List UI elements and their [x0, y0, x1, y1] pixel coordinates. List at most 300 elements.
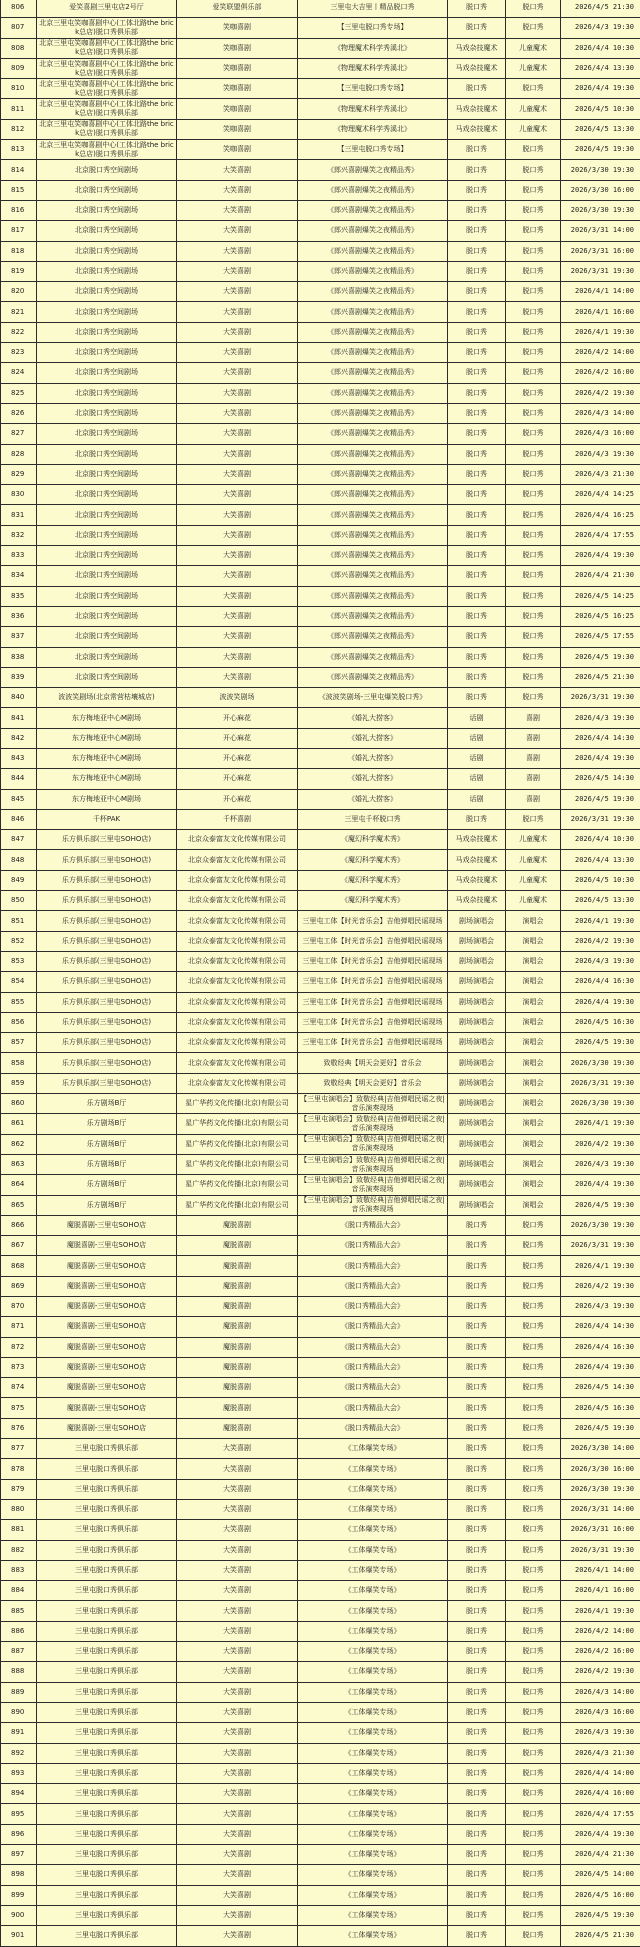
show-title-cell: 《郎兴喜剧爆笑之夜精品秀》 [298, 322, 448, 342]
category-cell: 脱口秀 [448, 647, 506, 667]
table-row [1, 1337, 640, 1357]
venue-cell: 东方梅地亚中心M剧场 [37, 728, 177, 748]
venue-cell: 北京三里屯笑咖喜剧中心(工体北路the brick总店)脱口秀俱乐部 [37, 140, 177, 160]
row-number-cell: 834 [1, 566, 37, 586]
show-title-cell: 《婚礼大捞客》 [298, 748, 448, 768]
show-title-cell: 《魔幻科学魔术秀》 [298, 870, 448, 890]
row-number-cell: 880 [1, 1499, 37, 1519]
organizer-cell: 开心麻花 [177, 728, 298, 748]
table-row [1, 180, 640, 200]
organizer-cell: 大笑喜剧 [177, 221, 298, 241]
category-cell: 脱口秀 [448, 160, 506, 180]
subcategory-cell: 脱口秀 [506, 809, 561, 829]
table-row [1, 363, 640, 383]
row-number-cell: 860 [1, 1094, 37, 1114]
organizer-cell: 大笑喜剧 [177, 424, 298, 444]
datetime-cell: 2026/4/4 16:00 [561, 1784, 640, 1804]
venue-cell: 北京三里屯笑咖喜剧中心(工体北路the brick总店)脱口秀俱乐部 [37, 79, 177, 99]
category-cell: 脱口秀 [448, 1621, 506, 1641]
datetime-cell: 2026/4/3 16:00 [561, 424, 640, 444]
table-row [1, 0, 640, 18]
show-title-cell: 《郎兴喜剧爆笑之夜精品秀》 [298, 546, 448, 566]
subcategory-cell: 脱口秀 [506, 1702, 561, 1722]
table-row [1, 972, 640, 992]
show-title-cell: 《郎兴喜剧爆笑之夜精品秀》 [298, 363, 448, 383]
venue-cell: 三里屯脱口秀俱乐部 [37, 1804, 177, 1824]
table-row [1, 1094, 640, 1114]
show-title-cell: 《郎兴喜剧爆笑之夜精品秀》 [298, 647, 448, 667]
show-title-cell: 【三里屯脱口秀专场】 [298, 79, 448, 99]
category-cell: 脱口秀 [448, 241, 506, 261]
row-number-cell: 900 [1, 1905, 37, 1925]
datetime-cell: 2026/4/4 19:30 [561, 992, 640, 1012]
row-number-cell: 868 [1, 1256, 37, 1276]
organizer-cell: 大笑喜剧 [177, 1540, 298, 1560]
table-row [1, 322, 640, 342]
row-number-cell: 849 [1, 870, 37, 890]
row-number-cell: 867 [1, 1236, 37, 1256]
subcategory-cell: 儿童魔术 [506, 870, 561, 890]
row-number-cell: 826 [1, 403, 37, 423]
datetime-cell: 2026/4/3 14:00 [561, 403, 640, 423]
subcategory-cell: 脱口秀 [506, 1276, 561, 1296]
subcategory-cell: 脱口秀 [506, 1662, 561, 1682]
datetime-cell: 2026/4/4 17:55 [561, 525, 640, 545]
datetime-cell: 2026/4/4 19:30 [561, 1824, 640, 1844]
show-title-cell: 三里屯工体【时光音乐会】吉他弹唱民谣现场 [298, 1012, 448, 1032]
organizer-cell: 大笑喜剧 [177, 302, 298, 322]
venue-cell: 三里屯脱口秀俱乐部 [37, 1845, 177, 1865]
show-title-cell: 三里屯大吉里丨精品脱口秀 [298, 0, 448, 18]
datetime-cell: 2026/4/5 19:30 [561, 1195, 640, 1215]
datetime-cell: 2026/3/31 19:30 [561, 261, 640, 281]
row-number-cell: 899 [1, 1885, 37, 1905]
row-number-cell: 824 [1, 363, 37, 383]
subcategory-cell: 脱口秀 [506, 1926, 561, 1946]
datetime-cell: 2026/4/4 21:30 [561, 1845, 640, 1865]
table-row [1, 769, 640, 789]
venue-cell: 北京脱口秀空间剧场 [37, 667, 177, 687]
datetime-cell: 2026/3/30 19:30 [561, 160, 640, 180]
row-number-cell: 882 [1, 1540, 37, 1560]
datetime-cell: 2026/4/5 16:00 [561, 1885, 640, 1905]
venue-cell: 波波笑剧场(北京常营枯壤城店) [37, 688, 177, 708]
category-cell: 脱口秀 [448, 1357, 506, 1377]
datetime-cell: 2026/3/31 16:00 [561, 1520, 640, 1540]
organizer-cell: 大笑喜剧 [177, 1459, 298, 1479]
category-cell: 脱口秀 [448, 322, 506, 342]
organizer-cell: 星广华药文化传播(北京)有限公司 [177, 1134, 298, 1154]
organizer-cell: 大笑喜剧 [177, 1723, 298, 1743]
table-row [1, 891, 640, 911]
datetime-cell: 2026/4/3 19:30 [561, 444, 640, 464]
venue-cell: 东方梅地亚中心M剧场 [37, 708, 177, 728]
venue-cell: 三里屯脱口秀俱乐部 [37, 1865, 177, 1885]
venue-cell: 乐方剧场B厅 [37, 1195, 177, 1215]
category-cell: 话剧 [448, 728, 506, 748]
subcategory-cell: 脱口秀 [506, 79, 561, 99]
organizer-cell: 大笑喜剧 [177, 363, 298, 383]
venue-cell: 北京脱口秀空间剧场 [37, 627, 177, 647]
subcategory-cell: 喜剧 [506, 789, 561, 809]
venue-cell: 北京脱口秀空间剧场 [37, 424, 177, 444]
table-row [1, 1845, 640, 1865]
row-number-cell: 872 [1, 1337, 37, 1357]
datetime-cell: 2026/4/5 14:00 [561, 1865, 640, 1885]
organizer-cell: 大笑喜剧 [177, 1682, 298, 1702]
venue-cell: 乐方俱乐部(三里屯SOHO店) [37, 1012, 177, 1032]
venue-cell: 三里屯脱口秀俱乐部 [37, 1682, 177, 1702]
venue-cell: 北京三里屯笑咖喜剧中心(工体北路the brick总店)脱口秀俱乐部 [37, 18, 177, 38]
venue-cell: 北京三里屯笑咖喜剧中心(工体北路the brick总店)脱口秀俱乐部 [37, 38, 177, 58]
table-row [1, 1905, 640, 1925]
datetime-cell: 2026/4/4 17:55 [561, 1804, 640, 1824]
datetime-cell: 2026/4/5 14:25 [561, 586, 640, 606]
category-cell: 脱口秀 [448, 1520, 506, 1540]
datetime-cell: 2026/4/3 19:30 [561, 1723, 640, 1743]
show-title-cell: 《脱口秀精品大会》 [298, 1398, 448, 1418]
row-number-cell: 832 [1, 525, 37, 545]
venue-cell: 乐方俱乐部(三里屯SOHO店) [37, 992, 177, 1012]
datetime-cell: 2026/4/3 14:00 [561, 1682, 640, 1702]
venue-cell: 北京脱口秀空间剧场 [37, 485, 177, 505]
table-row [1, 789, 640, 809]
row-number-cell: 807 [1, 18, 37, 38]
category-cell: 话剧 [448, 748, 506, 768]
show-title-cell: 《脱口秀精品大会》 [298, 1337, 448, 1357]
subcategory-cell: 脱口秀 [506, 505, 561, 525]
table-row [1, 241, 640, 261]
table-row [1, 647, 640, 667]
row-number-cell: 806 [1, 0, 37, 18]
category-cell: 剧场演唱会 [448, 1033, 506, 1053]
category-cell: 脱口秀 [448, 18, 506, 38]
datetime-cell: 2026/4/4 10:30 [561, 38, 640, 58]
venue-cell: 三里屯脱口秀俱乐部 [37, 1642, 177, 1662]
show-title-cell: 《郎兴喜剧爆笑之夜精品秀》 [298, 282, 448, 302]
row-number-cell: 811 [1, 99, 37, 119]
venue-cell: 三里屯脱口秀俱乐部 [37, 1784, 177, 1804]
show-title-cell: 三里屯工体【时光音乐会】吉他弹唱民谣现场 [298, 951, 448, 971]
show-title-cell: 三里屯千杯脱口秀 [298, 809, 448, 829]
subcategory-cell: 儿童魔术 [506, 830, 561, 850]
table-row [1, 627, 640, 647]
table-row [1, 1499, 640, 1519]
venue-cell: 北京脱口秀空间剧场 [37, 180, 177, 200]
row-number-cell: 866 [1, 1215, 37, 1235]
schedule-rows [1, 0, 640, 1946]
show-title-cell: 《物理魔术科学秀溪北》 [298, 38, 448, 58]
venue-cell: 北京脱口秀空间剧场 [37, 241, 177, 261]
row-number-cell: 838 [1, 647, 37, 667]
organizer-cell: 北京众泰富友文化传媒有限公司 [177, 891, 298, 911]
datetime-cell: 2026/3/30 19:30 [561, 1479, 640, 1499]
category-cell: 脱口秀 [448, 180, 506, 200]
venue-cell: 乐方俱乐部(三里屯SOHO店) [37, 1053, 177, 1073]
organizer-cell: 大笑喜剧 [177, 1560, 298, 1580]
category-cell: 马戏杂技魔术 [448, 870, 506, 890]
subcategory-cell: 演唱会 [506, 1033, 561, 1053]
show-title-cell: 致敬经典【明天会更好】音乐会 [298, 1073, 448, 1093]
show-title-cell: 【三里屯脱口秀专场】 [298, 18, 448, 38]
category-cell: 脱口秀 [448, 79, 506, 99]
subcategory-cell: 脱口秀 [506, 302, 561, 322]
show-title-cell: 《魔幻科学魔术秀》 [298, 830, 448, 850]
datetime-cell: 2026/3/31 19:30 [561, 1540, 640, 1560]
row-number-cell: 851 [1, 911, 37, 931]
datetime-cell: 2026/4/5 16:25 [561, 606, 640, 626]
row-number-cell: 857 [1, 1033, 37, 1053]
category-cell: 脱口秀 [448, 444, 506, 464]
category-cell: 脱口秀 [448, 200, 506, 220]
organizer-cell: 魔脱喜剧 [177, 1236, 298, 1256]
organizer-cell: 北京众泰富友文化传媒有限公司 [177, 992, 298, 1012]
organizer-cell: 大笑喜剧 [177, 667, 298, 687]
datetime-cell: 2026/4/5 16:30 [561, 1398, 640, 1418]
organizer-cell: 波波笑剧场 [177, 688, 298, 708]
show-title-cell: 《脱口秀精品大会》 [298, 1418, 448, 1438]
subcategory-cell: 脱口秀 [506, 221, 561, 241]
table-row [1, 667, 640, 687]
row-number-cell: 859 [1, 1073, 37, 1093]
category-cell: 脱口秀 [448, 1418, 506, 1438]
organizer-cell: 大笑喜剧 [177, 546, 298, 566]
subcategory-cell: 演唱会 [506, 992, 561, 1012]
table-row [1, 1560, 640, 1580]
table-row [1, 850, 640, 870]
subcategory-cell: 演唱会 [506, 1134, 561, 1154]
row-number-cell: 819 [1, 261, 37, 281]
subcategory-cell: 脱口秀 [506, 1378, 561, 1398]
show-title-cell: 《工体爆笑专场》 [298, 1784, 448, 1804]
subcategory-cell: 脱口秀 [506, 1215, 561, 1235]
subcategory-cell: 脱口秀 [506, 363, 561, 383]
datetime-cell: 2026/3/30 19:30 [561, 1094, 640, 1114]
table-row [1, 38, 640, 58]
table-row [1, 1317, 640, 1337]
organizer-cell: 大笑喜剧 [177, 1763, 298, 1783]
venue-cell: 东方梅地亚中心M剧场 [37, 789, 177, 809]
show-title-cell: 《工体爆笑专场》 [298, 1662, 448, 1682]
show-title-cell: 《物理魔术科学秀溪北》 [298, 119, 448, 139]
organizer-cell: 大笑喜剧 [177, 1499, 298, 1519]
show-title-cell: 《郎兴喜剧爆笑之夜精品秀》 [298, 627, 448, 647]
table-row [1, 1702, 640, 1722]
subcategory-cell: 脱口秀 [506, 200, 561, 220]
table-row [1, 1215, 640, 1235]
category-cell: 脱口秀 [448, 424, 506, 444]
venue-cell: 东方梅地亚中心M剧场 [37, 769, 177, 789]
organizer-cell: 魔脱喜剧 [177, 1398, 298, 1418]
venue-cell: 乐方俱乐部(三里屯SOHO店) [37, 870, 177, 890]
organizer-cell: 魔脱喜剧 [177, 1317, 298, 1337]
show-title-cell: 【三里屯演唱会】致敬经典|吉他弹唱民谣之夜|音乐演奏现场 [298, 1114, 448, 1134]
datetime-cell: 2026/4/4 13:30 [561, 58, 640, 78]
table-row [1, 1256, 640, 1276]
organizer-cell: 千杯喜剧 [177, 809, 298, 829]
row-number-cell: 862 [1, 1134, 37, 1154]
subcategory-cell: 脱口秀 [506, 1763, 561, 1783]
row-number-cell: 895 [1, 1804, 37, 1824]
show-title-cell: 【三里屯演唱会】致敬经典|吉他弹唱民谣之夜|音乐演奏现场 [298, 1094, 448, 1114]
show-title-cell: 《工体爆笑专场》 [298, 1479, 448, 1499]
subcategory-cell: 脱口秀 [506, 525, 561, 545]
datetime-cell: 2026/3/31 19:30 [561, 688, 640, 708]
category-cell: 剧场演唱会 [448, 951, 506, 971]
venue-cell: 三里屯脱口秀俱乐部 [37, 1662, 177, 1682]
datetime-cell: 2026/3/31 14:00 [561, 1499, 640, 1519]
show-title-cell: 《工体爆笑专场》 [298, 1642, 448, 1662]
venue-cell: 魔脱喜剧-三里屯SOHO店 [37, 1256, 177, 1276]
show-title-cell: 《郎兴喜剧爆笑之夜精品秀》 [298, 606, 448, 626]
datetime-cell: 2026/4/3 19:30 [561, 708, 640, 728]
category-cell: 剧场演唱会 [448, 972, 506, 992]
datetime-cell: 2026/4/5 19:30 [561, 1418, 640, 1438]
table-row [1, 261, 640, 281]
datetime-cell: 2026/4/4 16:25 [561, 505, 640, 525]
venue-cell: 三里屯脱口秀俱乐部 [37, 1581, 177, 1601]
subcategory-cell: 喜剧 [506, 728, 561, 748]
show-title-cell: 《郎兴喜剧爆笑之夜精品秀》 [298, 566, 448, 586]
row-number-cell: 843 [1, 748, 37, 768]
organizer-cell: 大笑喜剧 [177, 403, 298, 423]
table-row [1, 708, 640, 728]
datetime-cell: 2026/4/4 13:30 [561, 850, 640, 870]
table-row [1, 1459, 640, 1479]
category-cell: 脱口秀 [448, 1682, 506, 1702]
organizer-cell: 大笑喜剧 [177, 1804, 298, 1824]
row-number-cell: 846 [1, 809, 37, 829]
row-number-cell: 842 [1, 728, 37, 748]
table-row [1, 1357, 640, 1377]
category-cell: 脱口秀 [448, 1763, 506, 1783]
table-row [1, 424, 640, 444]
organizer-cell: 星广华药文化传播(北京)有限公司 [177, 1195, 298, 1215]
table-row [1, 1195, 640, 1215]
row-number-cell: 813 [1, 140, 37, 160]
show-title-cell: 《郎兴喜剧爆笑之夜精品秀》 [298, 343, 448, 363]
venue-cell: 三里屯脱口秀俱乐部 [37, 1702, 177, 1722]
venue-cell: 爱笑喜剧三里屯店2号厅 [37, 0, 177, 18]
organizer-cell: 大笑喜剧 [177, 1926, 298, 1946]
category-cell: 脱口秀 [448, 1845, 506, 1865]
row-number-cell: 858 [1, 1053, 37, 1073]
table-row [1, 728, 640, 748]
venue-cell: 北京三里屯笑咖喜剧中心(工体北路the brick总店)脱口秀俱乐部 [37, 58, 177, 78]
venue-cell: 魔脱喜剧-三里屯SOHO店 [37, 1317, 177, 1337]
subcategory-cell: 脱口秀 [506, 1499, 561, 1519]
organizer-cell: 大笑喜剧 [177, 606, 298, 626]
subcategory-cell: 儿童魔术 [506, 58, 561, 78]
datetime-cell: 2026/4/5 13:30 [561, 119, 640, 139]
row-number-cell: 852 [1, 931, 37, 951]
table-row [1, 1236, 640, 1256]
subcategory-cell: 脱口秀 [506, 1743, 561, 1763]
table-row [1, 525, 640, 545]
datetime-cell: 2026/3/31 19:30 [561, 809, 640, 829]
category-cell: 脱口秀 [448, 1743, 506, 1763]
table-row [1, 1479, 640, 1499]
table-row [1, 1418, 640, 1438]
subcategory-cell: 脱口秀 [506, 1642, 561, 1662]
table-row [1, 586, 640, 606]
datetime-cell: 2026/4/2 19:30 [561, 1276, 640, 1296]
venue-cell: 三里屯脱口秀俱乐部 [37, 1926, 177, 1946]
row-number-cell: 898 [1, 1865, 37, 1885]
show-title-cell: 《物理魔术科学秀溪北》 [298, 58, 448, 78]
table-row [1, 1885, 640, 1905]
venue-cell: 千杯PAK [37, 809, 177, 829]
row-number-cell: 901 [1, 1926, 37, 1946]
venue-cell: 三里屯脱口秀俱乐部 [37, 1520, 177, 1540]
row-number-cell: 847 [1, 830, 37, 850]
organizer-cell: 大笑喜剧 [177, 1824, 298, 1844]
category-cell: 马戏杂技魔术 [448, 58, 506, 78]
table-row [1, 485, 640, 505]
category-cell: 话剧 [448, 789, 506, 809]
row-number-cell: 844 [1, 769, 37, 789]
datetime-cell: 2026/4/4 14:25 [561, 485, 640, 505]
table-row [1, 343, 640, 363]
category-cell: 剧场演唱会 [448, 911, 506, 931]
venue-cell: 乐方俱乐部(三里屯SOHO店) [37, 931, 177, 951]
row-number-cell: 856 [1, 1012, 37, 1032]
row-number-cell: 885 [1, 1601, 37, 1621]
row-number-cell: 808 [1, 38, 37, 58]
category-cell: 剧场演唱会 [448, 1053, 506, 1073]
category-cell: 剧场演唱会 [448, 1073, 506, 1093]
organizer-cell: 大笑喜剧 [177, 322, 298, 342]
organizer-cell: 大笑喜剧 [177, 485, 298, 505]
subcategory-cell: 脱口秀 [506, 1297, 561, 1317]
category-cell: 脱口秀 [448, 261, 506, 281]
table-row [1, 1134, 640, 1154]
table-row [1, 18, 640, 38]
venue-cell: 北京脱口秀空间剧场 [37, 383, 177, 403]
table-row [1, 1763, 640, 1783]
show-title-cell: 《魔幻科学魔术秀》 [298, 891, 448, 911]
table-row [1, 1784, 640, 1804]
table-row [1, 1053, 640, 1073]
venue-cell: 北京脱口秀空间剧场 [37, 261, 177, 281]
row-number-cell: 812 [1, 119, 37, 139]
row-number-cell: 897 [1, 1845, 37, 1865]
subcategory-cell: 演唱会 [506, 1053, 561, 1073]
organizer-cell: 大笑喜剧 [177, 1479, 298, 1499]
venue-cell: 北京脱口秀空间剧场 [37, 647, 177, 667]
organizer-cell: 大笑喜剧 [177, 1845, 298, 1865]
table-row [1, 1662, 640, 1682]
datetime-cell: 2026/4/1 19:30 [561, 1601, 640, 1621]
show-title-cell: 【三里屯演唱会】致敬经典|吉他弹唱民谣之夜|音乐演奏现场 [298, 1175, 448, 1195]
category-cell: 脱口秀 [448, 464, 506, 484]
datetime-cell: 2026/4/3 19:30 [561, 18, 640, 38]
subcategory-cell: 脱口秀 [506, 1621, 561, 1641]
organizer-cell: 笑咖喜剧 [177, 18, 298, 38]
show-title-cell: 《郎兴喜剧爆笑之夜精品秀》 [298, 383, 448, 403]
show-title-cell: 《工体爆笑专场》 [298, 1560, 448, 1580]
subcategory-cell: 脱口秀 [506, 1581, 561, 1601]
row-number-cell: 809 [1, 58, 37, 78]
show-title-cell: 《郎兴喜剧爆笑之夜精品秀》 [298, 525, 448, 545]
table-row [1, 1642, 640, 1662]
organizer-cell: 开心麻花 [177, 748, 298, 768]
subcategory-cell: 脱口秀 [506, 1601, 561, 1621]
row-number-cell: 833 [1, 546, 37, 566]
row-number-cell: 840 [1, 688, 37, 708]
show-title-cell: 《工体爆笑专场》 [298, 1743, 448, 1763]
subcategory-cell: 演唱会 [506, 951, 561, 971]
